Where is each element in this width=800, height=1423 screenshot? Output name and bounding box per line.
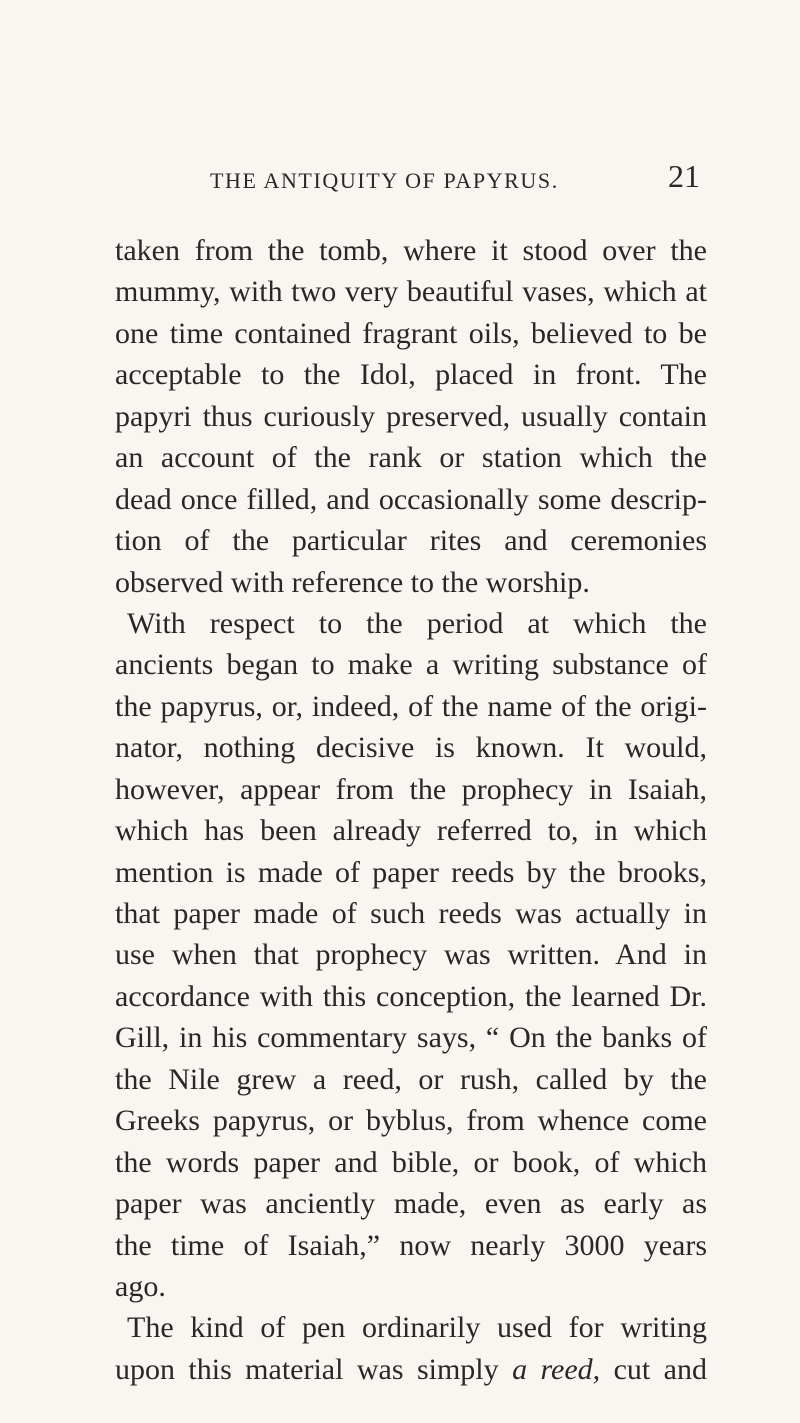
text-line: mummy, with two very beautiful vases, which at (115, 275, 707, 309)
text-line: dead once filled, and occasionally some descrip- (115, 482, 707, 516)
text-line: one time contained fragrant oils, believed to be (115, 316, 707, 350)
text-line: the Nile grew a reed, or rush, called by the (115, 1062, 707, 1096)
text-line: Greeks papyrus, or byblus, from whence come (115, 1104, 707, 1138)
text-line-last (115, 1349, 707, 1390)
text-line: the papyrus, or, indeed, of the name of the origi- (115, 689, 707, 723)
text-line: ancients began to make a writing substance of (115, 648, 707, 682)
text-line: acceptable to the Idol, placed in front. The (115, 358, 707, 392)
text-line: which has been already referred to, in which (115, 814, 707, 848)
body-text (115, 230, 707, 1390)
text-line: paper was anciently made, even as early as (115, 1187, 707, 1221)
running-title: THE ANTIQUITY OF PAPYRUS. (210, 168, 559, 193)
text-line: that paper made of such reeds was actually in (115, 897, 707, 930)
text-line: the words paper and bible, or book, of which (115, 1145, 707, 1179)
text-line: an account of the rank or station which the (115, 441, 707, 475)
text-line: the time of Isaiah,” now nearly 3000 years (115, 1228, 707, 1262)
text-line: use when that prophecy was written. And in (115, 938, 707, 972)
paragraph-start-line: The kind of pen ordinarily used for writing (127, 1311, 707, 1345)
text-line: Gill, in his commentary says, “ On the banks of (115, 1021, 707, 1055)
running-head (110, 158, 700, 200)
text-run: upon this material was simply (115, 1352, 513, 1386)
paragraph-start-line: With respect to the period at which the (127, 606, 707, 640)
italic-text-run: a reed, (512, 1352, 601, 1386)
text-line: mention is made of paper reeds by the brooks, (115, 855, 707, 889)
text-line: taken from the tomb, where it stood over the (115, 234, 707, 267)
text-line: accordance with this conception, the learned Dr. (115, 979, 707, 1013)
text-run: cut and (600, 1352, 707, 1386)
page-number: 21 (668, 158, 700, 194)
text-line: nator, nothing decisive is known. It would, (115, 731, 707, 765)
paragraph-end-line: observed with reference to the worship. (115, 565, 590, 599)
paragraph-end-line: ago. (115, 1269, 166, 1303)
text-line: papyri thus curiously preserved, usually contain (115, 399, 707, 433)
text-line: tion of the particular rites and ceremonies (115, 524, 707, 558)
text-line: however, appear from the prophecy in Isaiah, (115, 772, 707, 806)
